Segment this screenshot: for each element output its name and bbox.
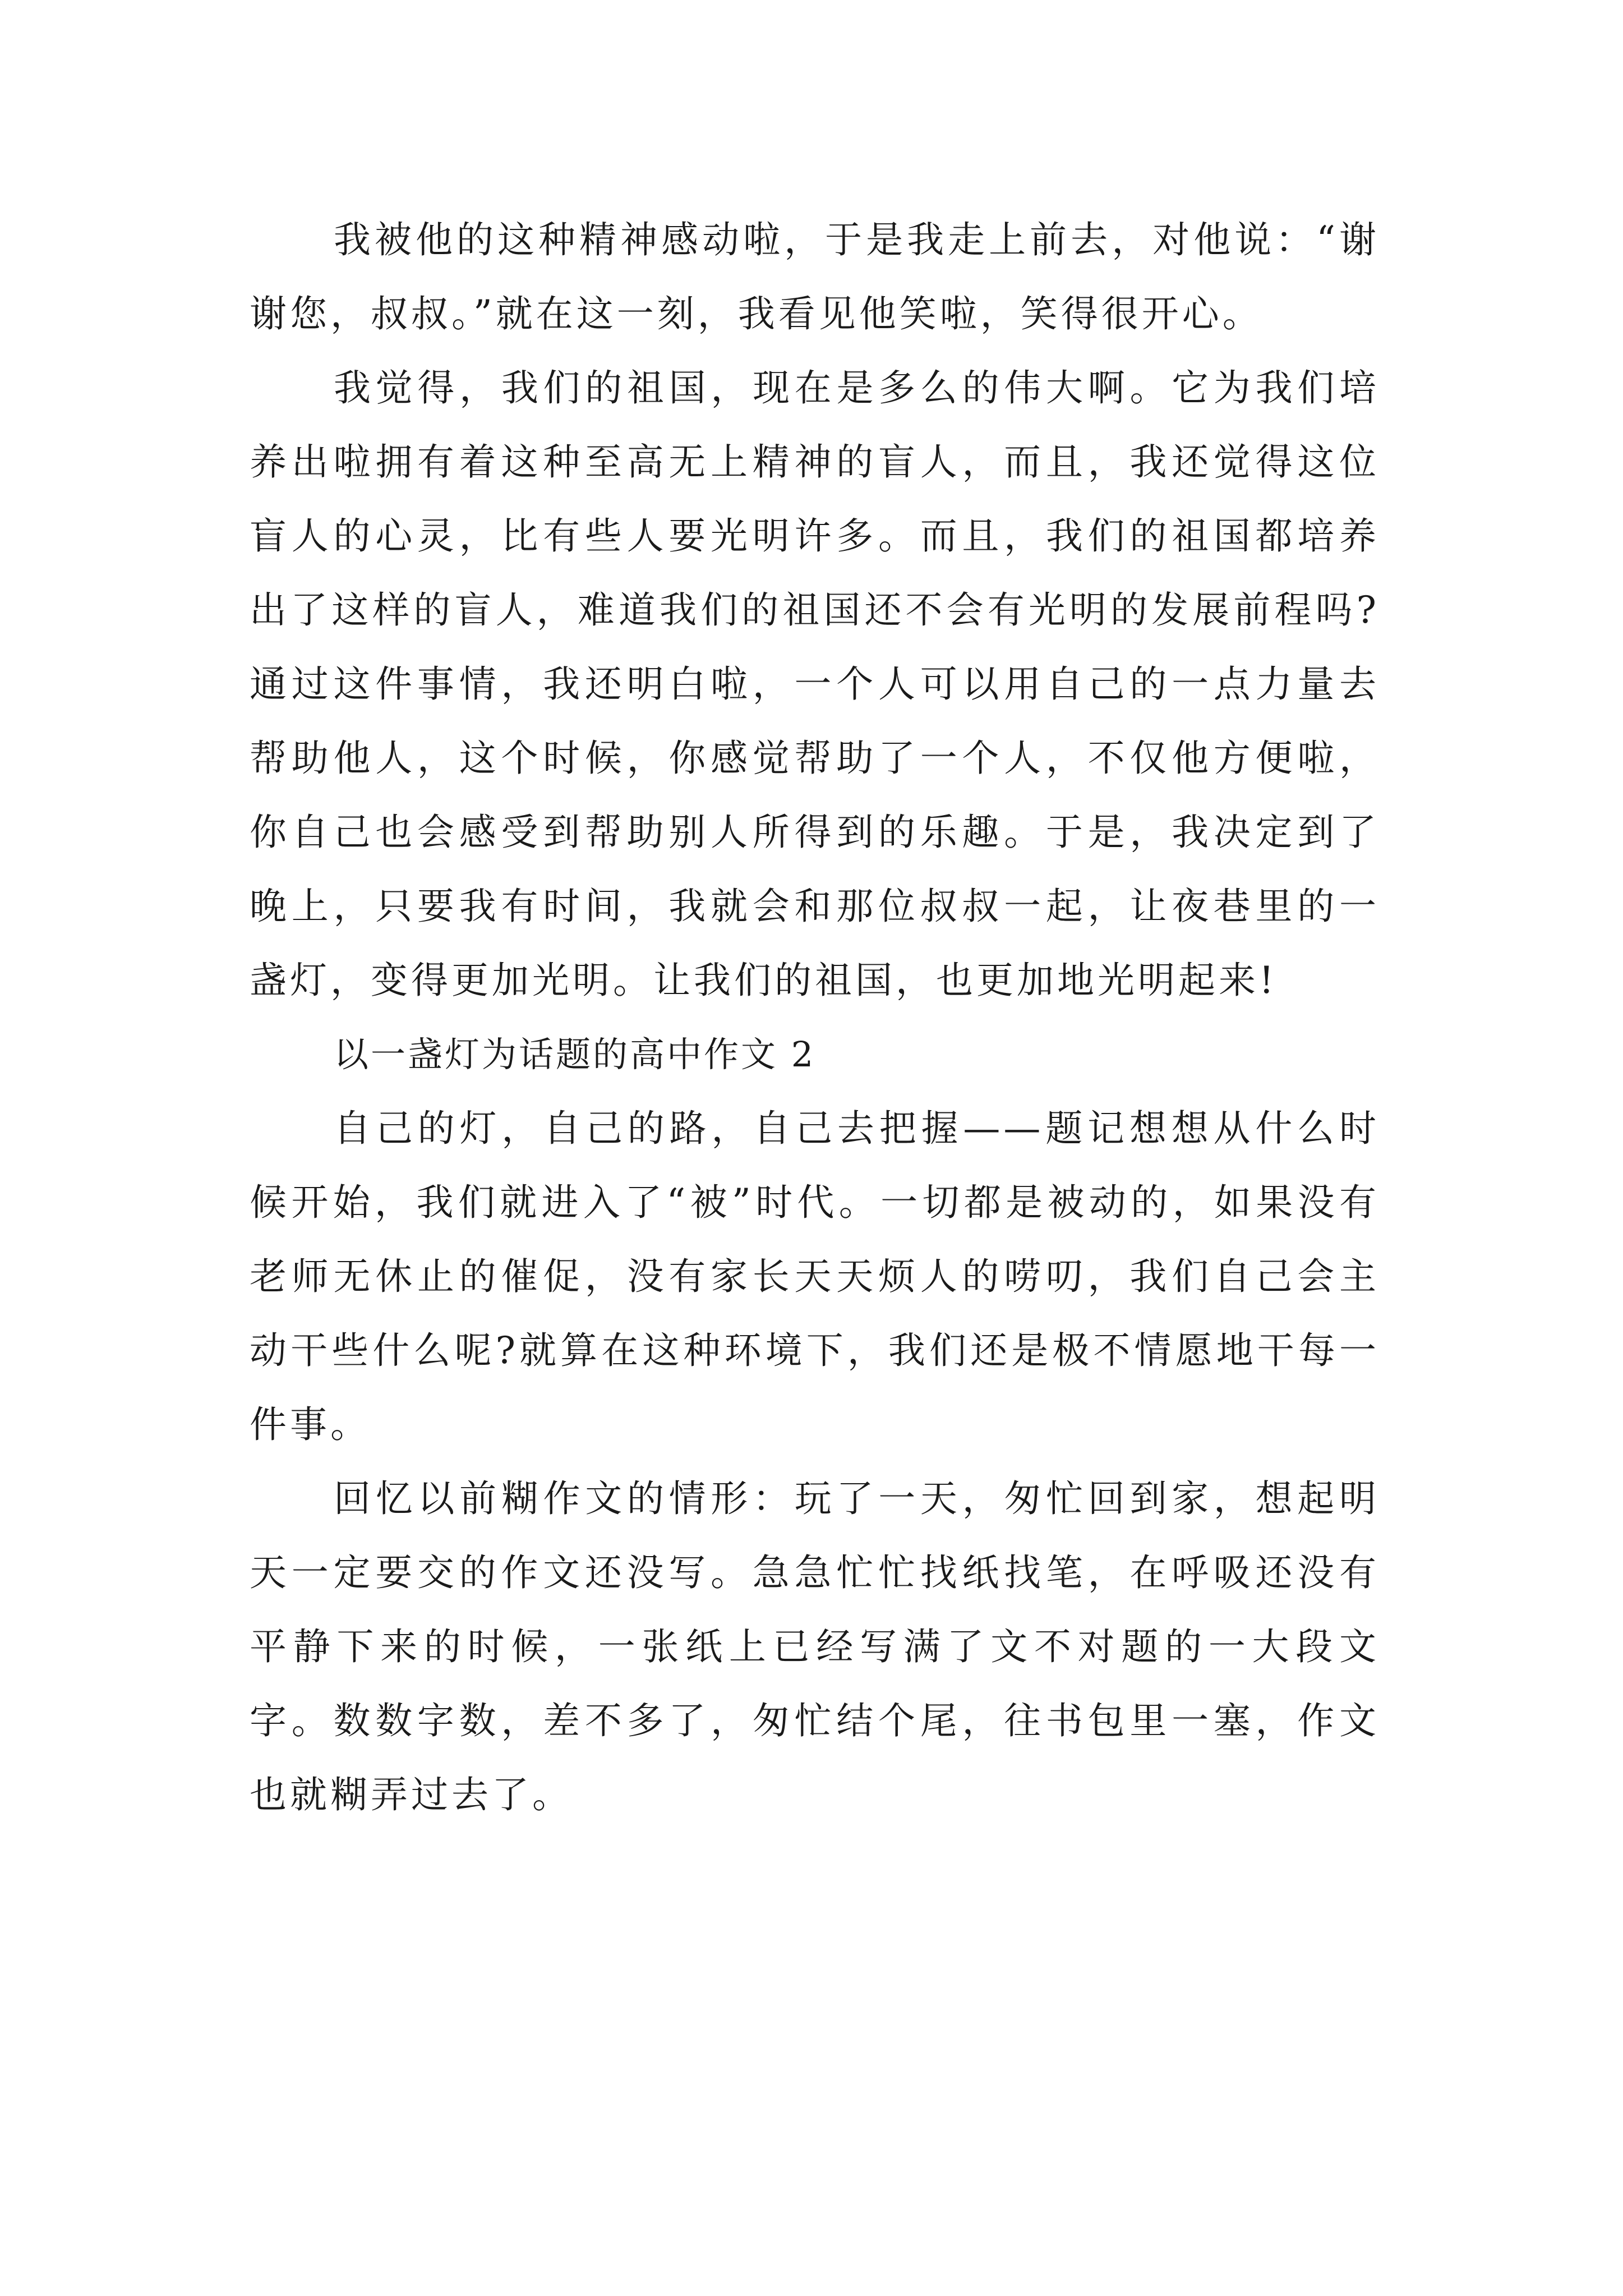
- paragraph-2: 我觉得，我们的祖国，现在是多么的伟大啊。它为我们培养出啦拥有着这种至高无上精神的盲人，而且，我还觉得这位盲人的心灵，比有些人要光明许多。而且，我们的祖国都培养出了这样的盲人，难道我们的祖国还不会有光明的发展前程吗?通过这件事情，我还明白啦，一个人可以用自己的一点力量去帮助他人，这个时候，你感觉帮助了一个人，不仅他方便啦，你自己也会感受到帮助别人所得到的乐趣。于是，我决定到了晚上，只要我有时间，我就会和那位叔叔一起，让夜巷里的一盏灯，变得更加光明。让我们的祖国，也更加地光明起来!: [250, 366, 1380, 1002]
- paragraph-4: 回忆以前糊作文的情形：玩了一天，匆忙回到家，想起明天一定要交的作文还没写。急急忙忙找纸找笔，在呼吸还没有平静下来的时候，一张纸上已经写满了文不对题的一大段文字。数数字数，差不多了，匆忙结个尾，往书包里一塞，作文也就糊弄过去了。: [250, 1477, 1380, 1816]
- paragraph-1: 我被他的这种精神感动啦，于是我走上前去，对他说：“谢谢您，叔叔。”就在这一刻，我看见他笑啦，笑得很开心。: [250, 218, 1380, 335]
- essay-heading: 以一盏灯为话题的高中作文 2: [334, 1034, 816, 1075]
- paragraph-3: 自己的灯，自己的路，自己去把握——题记想想从什么时候开始，我们就进入了“被”时代。一切都是被动的，如果没有老师无休止的催促，没有家长天天烦人的唠叨，我们自己会主动干些什么呢?就算在这种环境下，我们还是极不情愿地干每一件事。: [250, 1107, 1380, 1446]
- document-page: [250, 203, 1380, 1832]
